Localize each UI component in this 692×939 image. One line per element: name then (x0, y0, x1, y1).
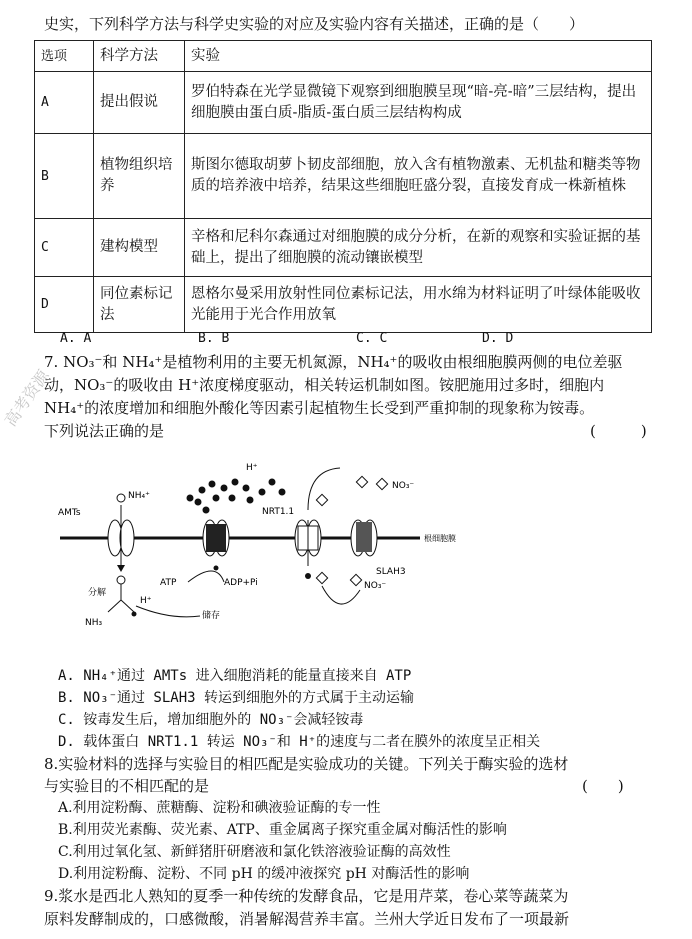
no3-top-label: NO₃⁻ (392, 481, 415, 491)
nh4-top-label: NH₄⁺ (128, 491, 150, 501)
q8-option-c[interactable]: C.利用过氧化氢、新鲜猪肝研磨液和氯化铁溶液验证酶的高效性 (58, 844, 451, 860)
row-option: A (35, 72, 94, 134)
membrane-label: 根细胞膜 (424, 534, 456, 543)
q7-line: 下列说法正确的是 (44, 422, 165, 440)
row-method: 提出假说 (94, 72, 185, 134)
amts-label: AMTs (58, 508, 81, 518)
header-option: 选项 (35, 41, 94, 72)
row-method: 建构模型 (94, 219, 185, 277)
no3-diamond (316, 494, 327, 505)
q7-line: 7. NO₃⁻和 NH₄⁺是植物利用的主要无机氮源，NH₄⁺的吸收由根细胞膜两侧的电位差驱 (44, 353, 623, 371)
row-option: D (35, 277, 94, 333)
q7-line: 动，NO₃⁻的吸收由 H⁺浓度梯度驱动，相关转运机制如图。铵肥施用过多时，细胞内 (44, 376, 605, 394)
q8-line: 8.实验材料的选择与实验目的相匹配是实验成功的关键。下列关于酶实验的选材 (44, 755, 569, 773)
table-row (35, 277, 652, 333)
atp-label: ATP (160, 578, 177, 588)
adp-label: ADP+Pi (224, 578, 258, 588)
row-method: 同位素标记法 (94, 277, 185, 333)
nh4-circle (117, 494, 125, 502)
h-bottom-label: H⁺ (140, 596, 152, 606)
row-content: 恩格尔曼采用放射性同位素标记法，用水绵为材料证明了叶绿体能吸收光能用于光合作用放氧 (185, 277, 652, 333)
slah3-label: SLAH3 (376, 567, 406, 577)
nh3-label: NH₃ (85, 618, 103, 628)
row-option: B (35, 134, 94, 219)
q7-option-b[interactable]: B. NO₃⁻通过 SLAH3 转运到细胞外的方式属于主动运输 (58, 690, 415, 706)
choice-a[interactable]: A. A (60, 331, 92, 346)
table-row (35, 72, 652, 134)
header-experiment: 实验 (185, 41, 652, 72)
header-method: 科学方法 (94, 41, 185, 72)
table-row (35, 219, 652, 277)
choice-d[interactable]: D. D (482, 331, 514, 346)
transport-diagram (40, 440, 460, 644)
no3-bottom-label: NO₃⁻ (364, 581, 387, 591)
decompose-label: 分解 (88, 588, 107, 598)
q9-line: 9.浆水是西北人熟知的夏季一种传统的发酵食品，它是用芹菜，卷心菜等蔬菜为 (44, 887, 569, 905)
row-method: 植物组织培养 (94, 134, 185, 219)
nrt11-transporter-icon (295, 520, 321, 566)
row-content: 罗伯特森在光学显微镜下观察到细胞膜呈现“暗-亮-暗”三层结构，提出细胞膜由蛋白质-脂质-蛋白质三层结构构成 (185, 72, 652, 134)
q7-option-c[interactable]: C. 铵毒发生后，增加细胞外的 NO₃⁻会减轻铵毒 (58, 712, 364, 728)
q7-answer-bracket: ( ) (590, 422, 647, 440)
row-option: C (35, 219, 94, 277)
q7-option-d[interactable]: D. 载体蛋白 NRT1.1 转运 NO₃⁻和 H⁺的速度与二者在膜外的浓度呈正相关 (58, 734, 541, 750)
h-top-label: H⁺ (246, 463, 258, 473)
q8-line: 与实验目的不相匹配的是 (44, 777, 210, 795)
q9-line: 原料发酵制成的，口感微酸，消暑解渴营养丰富。兰州大学近日发布了一项最新 (44, 910, 570, 928)
proton-pump-icon (203, 520, 229, 556)
watermark: 高考资源 (0, 366, 53, 430)
q6-stem: 史实，下列科学方法与科学史实验的对应及实验内容有关描述，正确的是（ ） (44, 15, 585, 33)
q8-option-a[interactable]: A.利用淀粉酶、蔗糖酶、淀粉和碘液验证酶的专一性 (58, 800, 381, 816)
row-content: 斯图尔德取胡萝卜韧皮部细胞，放入含有植物激素、无机盐和糖类等物质的培养液中培养，结果这些细胞旺盛分裂，直接发育成一株新植株 (185, 134, 652, 219)
choice-b[interactable]: B. B (198, 331, 230, 346)
q8-option-d[interactable]: D.利用淀粉酶、淀粉、不同 pH 的缓冲液探究 pH 对酶活性的影响 (58, 866, 470, 882)
nrt11-label: NRT1.1 (262, 507, 295, 517)
choice-c[interactable]: C. C (356, 331, 388, 346)
slah3-channel-icon (351, 520, 377, 556)
q7-option-a[interactable]: A. NH₄⁺通过 AMTs 进入细胞消耗的能量直接来自 ATP (58, 668, 412, 684)
q8-answer-bracket: ( ) (582, 777, 624, 795)
store-label: 储存 (202, 611, 221, 621)
amts-channel-icon (108, 505, 134, 572)
table-row (35, 134, 652, 219)
q6-table (34, 40, 652, 333)
row-content: 辛格和尼科尔森通过对细胞膜的成分分析，在新的观察和实验证据的基础上，提出了细胞膜的流动镶嵌模型 (185, 219, 652, 277)
table-header-row (35, 41, 652, 72)
q8-option-b[interactable]: B.利用荧光素酶、荧光素、ATP、重金属离子探究重金属对酶活性的影响 (58, 822, 507, 838)
q7-line: NH₄⁺的浓度增加和细胞外酸化等因素引起植物生长受到严重抑制的现象称为铵毒。 (44, 399, 595, 417)
